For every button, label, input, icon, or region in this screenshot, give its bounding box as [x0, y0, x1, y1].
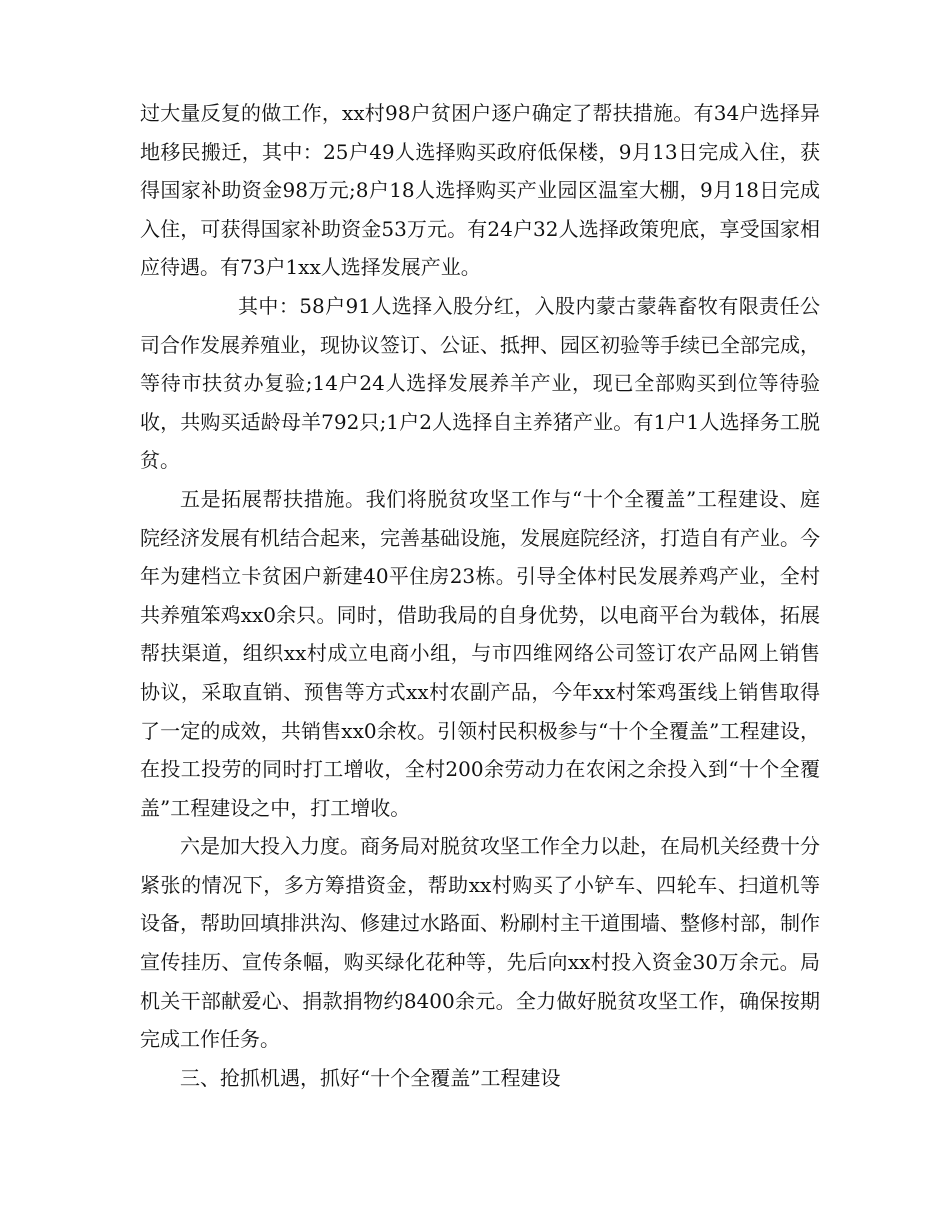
paragraph-relocation-measures: 过大量反复的做工作，xx村98户贫困户逐户确定了帮扶措施。有34户选择异地移民搬迁，其中：25户49人选择购买政府低保楼，9月13日完成入住，获得国家补助资金98万元;8户18人选择购买产业园区温室大棚，9月18日完成入住，可获得国家补助资金53万元。有24户32人选择政策兜底，享受国家相应待遇。有73户1xx人选择发展产业。 [140, 101, 820, 280]
document-body [140, 94, 820, 1097]
paragraph-increase-investment: 六是加大投入力度。商务局对脱贫攻坚工作全力以赴，在局机关经费十分紧张的情况下，多方筹措资金，帮助xx村购买了小铲车、四轮车、扫道机等设备，帮助回填排洪沟、修建过水路面、粉刷村主干道围墙、整修村部，制作宣传挂历、宣传条幅，购买绿化花种等，先后向xx村投入资金30万余元。局机关干部献爱心、捐款捐物约8400余元。全力做好脱贫攻坚工作，确保按期完成工作任务。 [140, 834, 820, 1052]
section-heading-ten-coverage: 三、抢抓机遇，抓好“十个全覆盖”工程建设 [180, 1065, 561, 1090]
paragraph-expand-assistance: 五是拓展帮扶措施。我们将脱贫攻坚工作与“十个全覆盖”工程建设、庭院经济发展有机结合起来，完善基础设施，发展庭院经济，打造自有产业。今年为建档立卡贫困户新建40平住房23栋。引导全体村民发展养鸡产业，全村共养殖笨鸡xx0余只。同时，借助我局的自身优势，以电商平台为载体，拓展帮扶渠道，组织xx村成立电商小组，与市四维网络公司签订农产品网上销售协议，采取直销、预售等方式xx村农副产品，今年xx村笨鸡蛋线上销售取得了一定的成效，共销售xx0余枚。引领村民积极参与“十个全覆盖”工程建设，在投工投劳的同时打工增收，全村200余劳动力在农闲之余投入到“十个全覆盖”工程建设之中，打工增收。 [140, 486, 820, 820]
paragraph-dividend-breeding: 其中：58户91人选择入股分红，入股内蒙古蒙犇畜牧有限责任公司合作发展养殖业，现协议签订、公证、抵押、园区初验等手续已全部完成，等待市扶贫办复验;14户24人选择发展养羊产业，现已全部购买到位等待验收，共购买适龄母羊792只;1户2人选择自主养猪产业。有1户1人选择务工脱贫。 [140, 293, 820, 473]
